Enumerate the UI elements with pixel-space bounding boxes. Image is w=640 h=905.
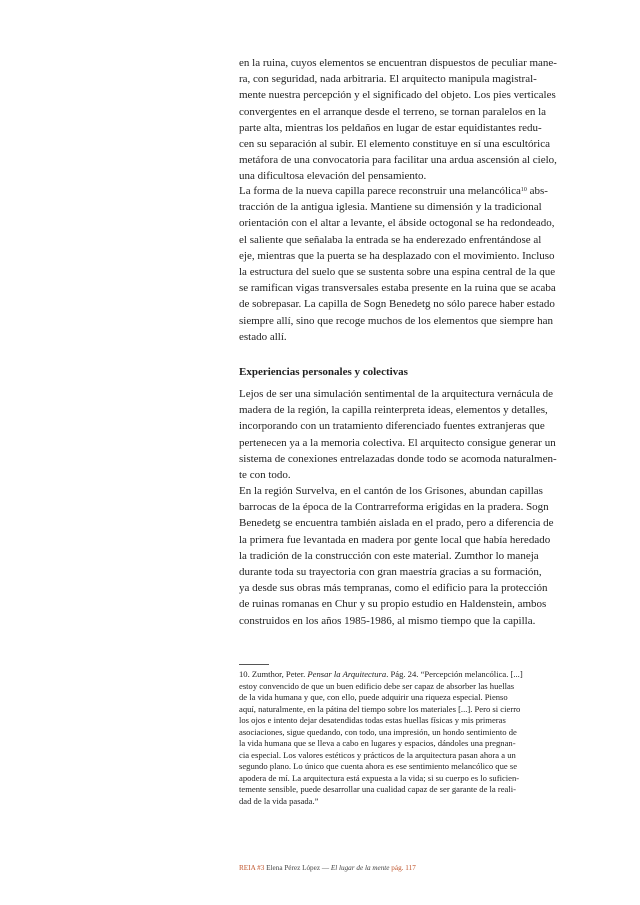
text-line: tracción de la antigua iglesia. Mantiene su dimensión y la tradicional [239,201,542,214]
body-paragraph-1 [239,55,579,185]
footnote-line: cia especial. Los valores estéticos y prácticos de la arquitectura pasan ahora a un [239,749,516,760]
text-line: una dificultosa elevación del pensamiento. [239,170,427,183]
footnote-line: segundo plano. Lo único que cuenta ahora es ese sentimiento melancólico que se [239,761,518,771]
text-line: te con todo. [239,469,291,482]
body-paragraph-3 [239,386,579,483]
text-line: ya desde sus obras más tempranas, como el edificio para la protección [239,582,548,595]
text-line: mente nuestra percepción y el significado del objeto. Los pies verticales [239,89,556,102]
text-line: pertenecen ya a la memoria colectiva. El arquitecto consigue generar un [239,436,556,449]
footnote-10 [239,669,584,807]
text-line: estado allí. [239,330,287,343]
text-line: ra, con seguridad, nada arbitraria. El arquitecto manipula magistral- [239,73,537,86]
footnote-line: los ojos e intento dejar desatendidas todas estas huellas físicas y mis primeras [239,715,506,725]
footnote-line: temente sensible, puede desarrollar una cualidad capaz de ser garante de la reali- [239,784,517,794]
text-line: Benedetg se encuentra también aislada en el prado, pero a diferencia de [239,517,554,530]
footnote-line: estoy convencido de que un buen edificio debe ser capaz de absorber las huellas [239,680,515,691]
journal-name: REIA #3 [239,864,265,872]
text-line: de sobrepasar. La capilla de Sogn Benedetg no sólo parece haber estado [239,298,555,311]
text-segment: La forma de la nueva capilla parece reconstruir una melancólica [239,185,521,197]
text-line: madera de la región, la capilla reinterpreta ideas, elementos y detalles, [239,404,548,417]
text-line: durante toda su trayectoria con gran maestría gracias a su formación, [239,566,542,579]
footnote-line: asociaciones, sigue quedando, con todo, una impresión, un hondo sentimiento de [239,726,517,737]
body-paragraph-2 [239,183,579,345]
text-line: construidos en los años 1985-1986, al mismo tiempo que la capilla. [239,614,536,627]
text-line: la tradición de la construcción con este material. Zumthor lo maneja [239,549,539,562]
text-line: se ramifican vigas transversales estaba presente en la ruina que se acaba [239,282,556,295]
footnote-line: dad de la vida pasada.” [239,795,319,806]
section-heading: Experiencias personales y colectivas [239,366,408,378]
footnote-line: la vida humana que se lleva a cabo en lugares y espacios, dándoles una pregnan- [239,738,516,748]
text-segment: abs- [526,185,548,197]
text-line: incorporando con un tratamiento diferenciado fuentes extranjeras que [239,420,545,433]
text-line: el saliente que señalaba la entrada se ha enderezado enfrentándose al [239,233,542,246]
footnote-line: aquí, naturalmente, en la pátina del tiempo sobre los materiales [...]. Pero si cierro [239,703,521,714]
article-author: Elena Pérez López — [264,864,331,872]
page-footer [239,863,416,873]
text-line: barrocas de la época de la Contrarreforma erigidas en la pradera. Sogn [239,501,549,514]
text-line: la primera fue levantada en madera por gente local que había heredado [239,533,551,546]
footnote-divider [239,664,269,665]
footnote-book-title: Pensar la Arquitectura [307,669,387,679]
text-line: eje, mientras que la puerta se ha desplazado con el movimiento. Incluso [239,249,555,262]
text-line: parte alta, mientras los peldaños en lugar de estar equidistantes redu- [239,121,542,134]
footnote-line [239,669,584,681]
page-number: pág. 117 [389,864,416,872]
text-line: sistema de conexiones entrelazadas donde todo se acomoda naturalmen- [239,452,557,465]
article-title: El lugar de la mente [330,864,390,872]
text-line: la estructura del suelo que se sustenta sobre una espina central de la que [239,266,556,279]
text-line: Lejos de ser una simulación sentimental de la arquitectura vernácula de [239,388,553,400]
text-line [239,183,579,199]
text-line: En la región Survelva, en el cantón de los Grisones, abundan capillas [239,485,543,497]
footnote-author: Zumthor, Peter. [249,669,308,679]
text-line: orientación con el altar a levante, el ábside octogonal se ha redondeado, [239,217,555,230]
footnote-number: 10. [239,669,250,679]
text-line: de ruinas romanas en Chur y su propio estudio en Haldenstein, ambos [239,598,547,611]
body-paragraph-4 [239,483,579,629]
text-line: metáfora de una convocatoria para facilitar una ardua ascensión al cielo, [239,154,557,167]
footnote-text: . Pág. 24. “Percepción melancólica. [...] [386,669,523,679]
text-line: en la ruina, cuyos elementos se encuentran dispuestos de peculiar mane- [239,57,557,69]
text-line: convergentes en el arranque desde el terreno, se tornan paralelos en la [239,105,547,118]
text-line: cen su separación al subir. El elemento constituye en sí una escultórica [239,138,550,151]
footnote-line: de la vida humana y que, con ello, puede adquirir una riqueza especial. Pienso [239,692,508,702]
footnote-line: apodera de mí. La arquitectura está expuesta a la vida; si su cuerpo es lo suficien- [239,772,520,783]
footnote-reference[interactable]: 10 [520,187,527,193]
text-line: siempre allí, sino que recoge muchos de los elementos que siempre han [239,314,554,327]
